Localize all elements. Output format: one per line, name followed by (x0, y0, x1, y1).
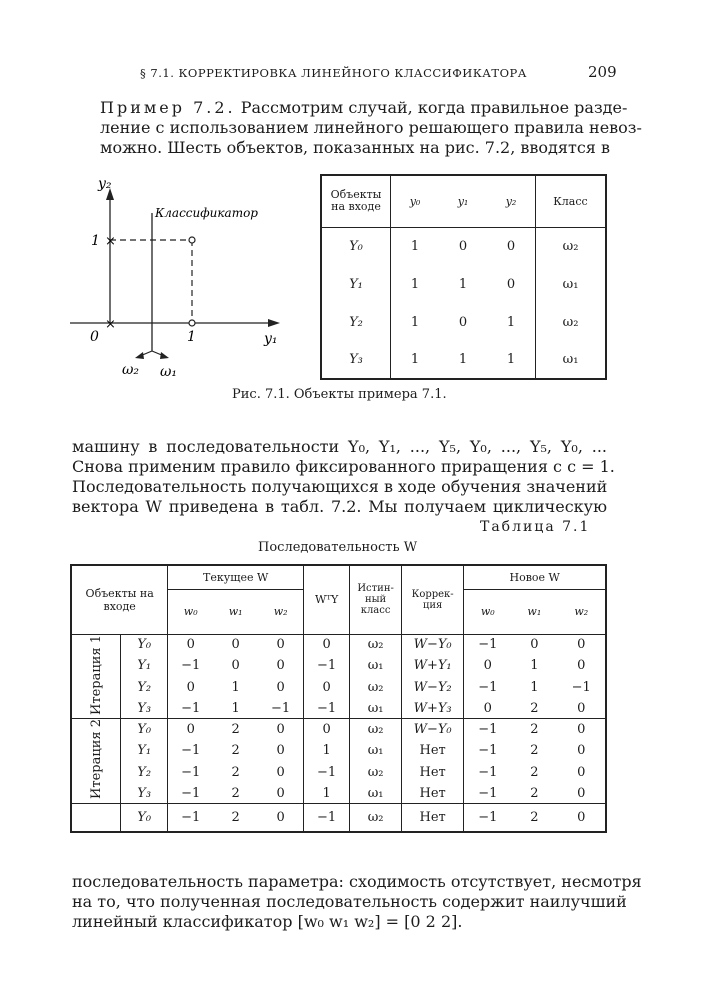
table2-cell: −1 (181, 700, 201, 716)
table2-cell: 1 (231, 700, 240, 716)
w2-label: ω₂ (122, 362, 140, 378)
table2-cell: 2 (231, 785, 240, 801)
y2-label: y₂ (98, 176, 112, 192)
classifier-label: Классификатор (155, 206, 258, 220)
table2-cell: ω₂ (350, 804, 402, 832)
table2-cell: 2 (530, 722, 539, 738)
marker-x-top: × (105, 234, 116, 249)
table2-cell: −1 (478, 679, 498, 695)
table-row (71, 783, 606, 804)
table1-header-class: Класс (553, 194, 588, 208)
table2-cell: −1 (478, 764, 498, 780)
table2-cell: 0 (258, 804, 303, 832)
table2-cell: Нет (401, 804, 463, 832)
table2-object: Y₃ (121, 698, 168, 719)
intro-line-1: Рассмотрим случай, когда правильное разде- (240, 98, 628, 117)
table2-cell: 2 (231, 722, 240, 738)
table2-cell: −1 (303, 655, 349, 676)
table2-cell: 1 (530, 679, 539, 695)
table2-object: Y₀ (121, 719, 168, 740)
table2-object: Y₁ (121, 655, 168, 676)
table1-cell: 1 (487, 341, 536, 379)
table2-cell: 0 (577, 785, 586, 801)
table-title: Таблица 7.1 (480, 519, 591, 535)
table1-cell: 0 (487, 227, 536, 265)
table2-cell: 0 (577, 700, 586, 716)
table2-cell: 0 (483, 700, 492, 716)
table2-cell: 0 (258, 719, 303, 740)
table2-cell: 0 (258, 783, 303, 804)
table2-cell: 1 (231, 679, 240, 695)
table2-cell: 0 (258, 761, 303, 782)
page-number: 209 (588, 63, 617, 81)
iteration-1-label: Итерация 1 (71, 634, 121, 719)
table2-cell: W−Y₀ (401, 719, 463, 740)
table2-cell: −1 (258, 698, 303, 719)
table2-cell: 0 (186, 722, 195, 738)
table2-cell: 0 (186, 679, 195, 695)
table2-cell: −1 (181, 764, 201, 780)
table2-cell: 0 (577, 722, 586, 738)
table1-cell: 1 (458, 352, 468, 367)
table2-cell: W−Y₂ (401, 676, 463, 697)
para2-line-1: машину в последовательности Y₀, Y₁, ..., Y₅, Y₀, ..., Y₅, Y₀, ... (72, 437, 607, 456)
table1-class: ω₂ (562, 238, 579, 254)
table2-sub-w0-new: w₀ (480, 605, 495, 618)
intro-line-2: ление с использованием линейного решающего правила невоз- (100, 118, 642, 137)
table2-cell: 2 (530, 810, 539, 826)
table2-cell: 0 (258, 634, 303, 655)
table1-header-y2: y₂ (487, 175, 536, 227)
table2-object: Y₃ (121, 783, 168, 804)
table2-sub-w0: w₀ (183, 605, 198, 618)
table2-cell: W−Y₀ (401, 634, 463, 655)
table2-cell: −1 (571, 679, 591, 695)
table-row (321, 341, 606, 379)
table1-cell: 1 (410, 276, 420, 292)
table1-header-y1: y₁ (457, 194, 469, 208)
table-row (321, 303, 606, 341)
table2-object: Y₁ (121, 740, 168, 761)
table2-cell: 0 (577, 810, 586, 826)
table-row (71, 634, 606, 655)
table2-header-current: Текущее W (168, 565, 304, 589)
table2-cell: 0 (258, 655, 303, 676)
table2-cell: 2 (530, 764, 539, 780)
table2-cell: −1 (181, 743, 201, 759)
table2-header-true-class: Истин-ный класс (350, 565, 402, 634)
table2-cell: 2 (530, 700, 539, 716)
table2-header-row-1 (71, 565, 606, 589)
table1-cell: 0 (458, 238, 468, 254)
table-row (321, 265, 606, 303)
table1-header-row (321, 175, 606, 227)
table2-header-correction: Коррек-ция (401, 565, 463, 634)
table1-class: ω₁ (562, 276, 579, 292)
para3-line-2: на то, что полученная последовательность содержит наилучший (72, 892, 627, 911)
table2-cell: 0 (303, 719, 349, 740)
table-row (71, 804, 606, 832)
table2-cell: −1 (181, 658, 201, 674)
table-row (71, 740, 606, 761)
table1-cell: 1 (487, 303, 536, 341)
table2-cell: Нет (401, 740, 463, 761)
table2-cell: 1 (530, 658, 539, 674)
table1-object: Y₂ (321, 303, 391, 341)
table1-class: ω₂ (562, 314, 579, 330)
w1-arrow-head (160, 352, 169, 359)
table1-cell: 1 (410, 238, 420, 254)
table2-header-wty: WᵀY (303, 565, 349, 634)
table2-cell: W+Y₁ (401, 655, 463, 676)
para2-line-3: Последовательность получающихся в ходе обучения значений (72, 477, 608, 496)
table1-class: ω₁ (562, 352, 579, 367)
table2-cell: ω₂ (350, 719, 402, 740)
intro-line-3: можно. Шесть объектов, показанных на рис. 7.2, вводятся в (100, 138, 610, 157)
para3-line-3: линейный классификатор [w₀ w₁ w₂] = [0 2 2]. (72, 912, 463, 931)
table2-cell: 2 (231, 810, 240, 826)
table2-cell: 0 (577, 637, 586, 653)
table2-cell: ω₂ (350, 761, 402, 782)
marker-circle-right (189, 320, 195, 326)
sequence-table-wrapper (70, 564, 607, 833)
table2-cell: 0 (303, 634, 349, 655)
example-lead: Пример 7.2. (100, 98, 236, 117)
table2-cell: 0 (577, 743, 586, 759)
table2-cell: ω₁ (350, 783, 402, 804)
table2-sub-w2-new: w₂ (574, 605, 589, 618)
objects-table (320, 174, 607, 380)
table2-cell: ω₂ (350, 676, 402, 697)
marker-circle-top (189, 237, 195, 243)
table2-object: Y₀ (121, 634, 168, 655)
table2-cell: 0 (258, 740, 303, 761)
table2-cell: 2 (530, 743, 539, 759)
table2-object: Y₂ (121, 676, 168, 697)
tick-one-y: 1 (91, 233, 100, 249)
table2-cell: −1 (478, 785, 498, 801)
table1-cell: 0 (487, 265, 536, 303)
figure-caption: Рис. 7.1. Объекты примера 7.1. (232, 387, 447, 402)
table2-header-new: Новое W (464, 565, 606, 589)
table2-cell: 1 (303, 783, 349, 804)
table2-cell: 2 (231, 764, 240, 780)
table2-empty-cell (71, 804, 121, 832)
running-header: § 7.1. КОРРЕКТИРОВКА ЛИНЕЙНОГО КЛАССИФИКАТОРА (140, 66, 527, 80)
table2-cell: 1 (303, 740, 349, 761)
table2-cell: −1 (181, 785, 201, 801)
table1-object: Y₀ (321, 227, 391, 265)
body-paragraph-2 (72, 437, 615, 517)
table2-cell: −1 (303, 698, 349, 719)
table2-cell: 2 (231, 743, 240, 759)
table-row (321, 227, 606, 265)
table2-cell: W+Y₃ (401, 698, 463, 719)
table-row (71, 698, 606, 719)
table2-object: Y₀ (121, 804, 168, 832)
objects-table-wrapper (320, 174, 607, 380)
table2-cell: −1 (303, 761, 349, 782)
table2-cell: Нет (401, 783, 463, 804)
table1-header-objects: Объекты на входе (321, 175, 391, 227)
table2-cell: Нет (401, 761, 463, 782)
para2-line-2: Снова применим правило фиксированного приращения с c = 1. (72, 457, 615, 476)
y1-arrow (268, 319, 280, 327)
figure-diagram (60, 168, 300, 383)
marker-x-origin: × (105, 317, 116, 332)
table1-cell: 1 (410, 314, 420, 330)
table2-sub-w2: w₂ (258, 589, 303, 634)
table-row (71, 655, 606, 676)
table-subtitle: Последовательность W (258, 540, 418, 555)
table2-cell: 0 (258, 676, 303, 697)
table1-cell: 1 (410, 352, 420, 367)
tick-one-x: 1 (187, 329, 196, 345)
table2-cell: 0 (231, 658, 240, 674)
body-paragraph-3 (72, 872, 642, 932)
table2-sub-w1-new: w₁ (527, 605, 542, 618)
table2-cell: 0 (577, 658, 586, 674)
w2-arrow-head (135, 352, 144, 359)
table2-cell: 0 (483, 658, 492, 674)
w1-label: ω₁ (160, 364, 178, 380)
table2-cell: 0 (231, 637, 240, 653)
origin-label: 0 (90, 329, 99, 345)
table2-cell: −1 (478, 637, 498, 653)
table2-cell: ω₂ (350, 634, 402, 655)
table2-cell: −1 (478, 743, 498, 759)
table1-header-y0: y₀ (409, 194, 421, 208)
table2-cell: 0 (303, 676, 349, 697)
table2-sub-w1: w₁ (228, 605, 243, 618)
table2-header-objects: Объекты на входе (71, 565, 168, 634)
para3-line-1: последовательность параметра: сходимость отсутствует, несмотря (72, 872, 642, 891)
table1-cell: 0 (458, 314, 468, 330)
table2-cell: ω₁ (350, 655, 402, 676)
table1-object: Y₃ (321, 341, 391, 379)
para2-line-4: вектора W приведена в табл. 7.2. Мы получаем циклическую (72, 497, 607, 516)
table1-object: Y₁ (321, 265, 391, 303)
table-row (71, 761, 606, 782)
table-row (71, 719, 606, 740)
table2-cell: 0 (577, 764, 586, 780)
table2-cell: −1 (303, 804, 349, 832)
table-row (71, 676, 606, 697)
table2-cell: −1 (478, 810, 498, 826)
iteration-2-label: Итерация 2 (71, 719, 121, 804)
table2-cell: 0 (186, 637, 195, 653)
intro-paragraph (100, 98, 642, 158)
table2-cell: −1 (478, 722, 498, 738)
sequence-table (70, 564, 607, 833)
table2-cell: ω₁ (350, 740, 402, 761)
table2-cell: −1 (181, 810, 201, 826)
y1-label: y₁ (264, 331, 278, 347)
table2-object: Y₂ (121, 761, 168, 782)
table2-cell: ω₁ (350, 698, 402, 719)
table2-cell: 0 (530, 637, 539, 653)
table1-cell: 1 (458, 276, 468, 292)
table2-cell: 2 (530, 785, 539, 801)
